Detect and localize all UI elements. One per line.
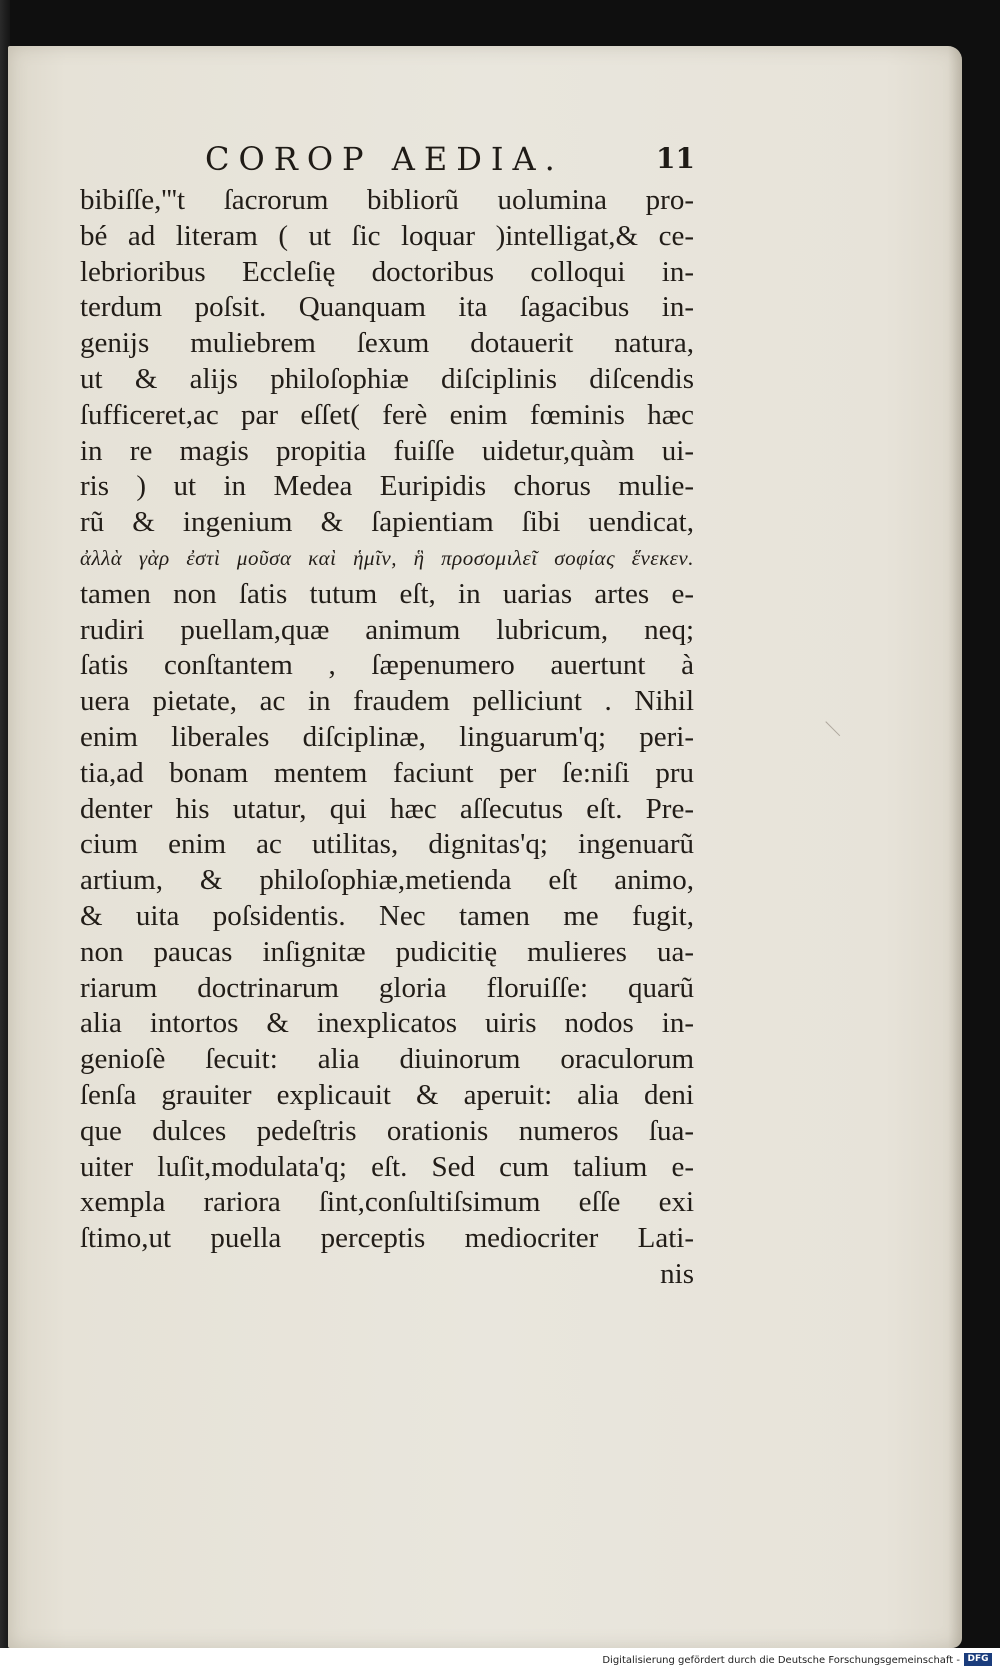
catchword: nis [660,1257,694,1290]
text-line: que dulces pedeſtris orationis numeros ſua- [80,1114,694,1147]
text-line: rudiri puellam,quæ animum lubricum, neq; [80,613,694,646]
running-title: COROP AEDIA. [205,140,564,178]
text-line: denter his utatur, qui hæc aſſecutus eſt. Pre- [80,792,694,825]
text-line: uera pietate, ac in fraudem pelliciunt . Nihil [80,685,694,718]
text-line: rũ & ingenium & ſapientiam ſibi uendicat, [80,506,694,539]
text-line: riarum doctrinarum gloria floruiſſe: quarũ [80,971,694,1004]
dfg-logo: DFG [964,1653,992,1666]
text-line: xempla rariora ſint,conſultiſsimum eſſe exi [80,1186,694,1219]
text-line: ris ) ut in Medea Euripidis chorus mulie- [80,470,694,503]
text-line: ſtimo,ut puella perceptis mediocriter Lati- [80,1222,694,1255]
text-line: enim liberales diſciplinæ, linguarum'q; peri- [80,720,694,753]
text-line: alia intortos & inexplicatos uiris nodos in- [80,1007,694,1040]
page-fore-edge [948,46,962,1648]
text-line: artium, & philoſophiæ,metienda eſt animo, [80,864,694,897]
text-line: ſufficeret,ac par eſſet( ferè enim fœminis hæc [80,398,694,431]
text-line: tamen non ſatis tutum eſt, in uarias artes e- [80,577,694,610]
text-line: genioſè ſecuit: alia diuinorum oraculorum [80,1043,694,1076]
text-line: cium enim ac utilitas, dignitas'q; ingenuarũ [80,828,694,861]
text-line: ſatis conſtantem , ſæpenumero auertunt à [80,649,694,682]
text-line: uiter luſit,modulata'q; eſt. Sed cum talium e- [80,1150,694,1183]
text-line: ut & alijs philoſophiæ diſciplinis diſcendis [80,362,694,395]
funding-credit: Digitalisierung gefördert durch die Deutsche Forschungsgemeinschaft - [602,1655,960,1666]
text-line: ſenſa grauiter explicauit & aperuit: alia deni [80,1078,694,1111]
page-number: 11 [656,142,695,175]
text-line: in re magis propitia fuiſſe uidetur,quàm ui- [80,434,694,467]
text-line: lebrioribus Eccleſię doctoribus colloqui in- [80,255,694,288]
greek-quotation-line: ἀλλὰ γὰρ ἐστὶ μοῦσα καὶ ἡμῖν, ἣ προσομιλεῖ σοφίας ἕνεκεν. [80,545,694,570]
text-line: & uita poſsidentis. Nec tamen me fugit, [80,899,694,932]
text-line: bibiſſe,'''t ſacrorum bibliorũ uolumina pro- [80,184,694,216]
text-line: tia,ad bonam mentem faciunt per ſe:niſi pru [80,756,694,789]
text-line: non paucas inſignitæ pudicitię mulieres ua- [80,935,694,968]
body-text [80,183,694,1293]
running-head [205,140,695,180]
text-line: bé ad literam ( ut ſic loquar )intelligat,& ce- [80,219,694,252]
digitization-footer [0,1648,1000,1669]
text-line: genijs muliebrem ſexum dotauerit natura, [80,327,694,360]
text-line: terdum poſsit. Quanquam ita ſagacibus in- [80,291,694,324]
